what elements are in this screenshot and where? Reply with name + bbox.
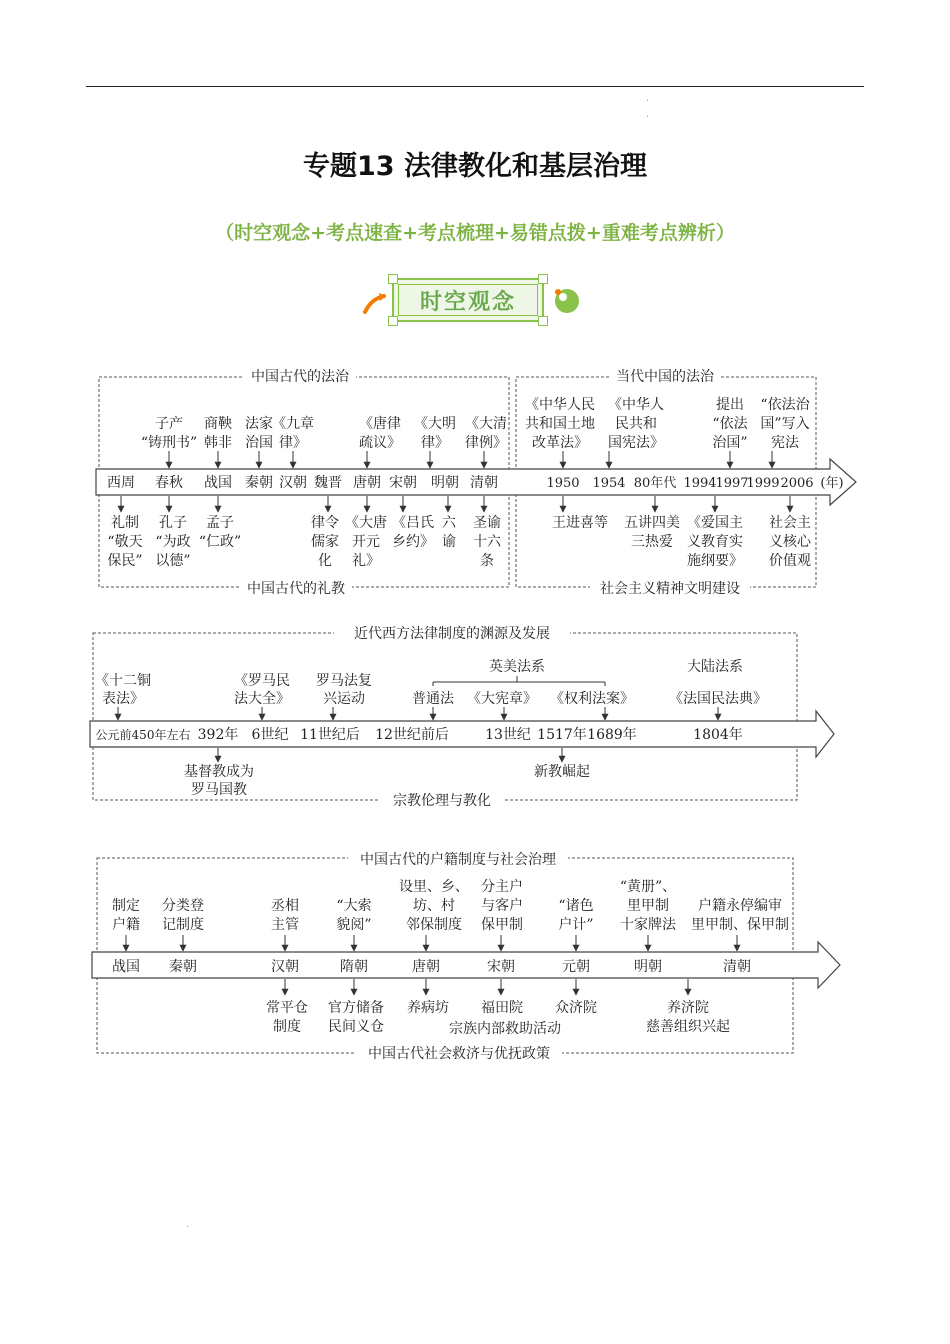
event-below — [555, 979, 597, 1016]
event-text: 《大唐 — [345, 515, 387, 531]
event-text: 新教崛起 — [534, 764, 590, 780]
event-below — [624, 496, 680, 550]
event-above — [620, 879, 677, 951]
event-text: 貌阅” — [336, 917, 372, 933]
event-text: 普通法 — [412, 691, 454, 707]
frame-label-spiritual: 社会主义精神文明建设 — [600, 581, 740, 597]
event-text: 五讲四美 — [624, 515, 680, 531]
frame-label-ancient-rites: 中国古代的礼教 — [247, 581, 345, 597]
event-text: 主管 — [271, 917, 299, 933]
event-text: 律例》 — [465, 435, 507, 451]
axis-label: 唐朝 — [412, 959, 440, 975]
event-above — [271, 897, 299, 951]
axis-label: 元朝 — [562, 959, 590, 975]
event-above — [669, 690, 767, 720]
axis-label: 西周 — [107, 475, 135, 491]
event-text: 礼制 — [111, 515, 139, 531]
event-text: “敬天 — [107, 534, 143, 550]
event-text: 共和国土地 — [525, 416, 595, 432]
event-text: 《唐律 — [359, 416, 401, 432]
event-text: 罗马法复 — [316, 673, 372, 689]
event-above — [608, 396, 664, 468]
event-text: 表法》 — [102, 691, 144, 707]
event-text: 宗族内部救助活动 — [449, 1021, 561, 1037]
event-text: “依法 — [712, 416, 748, 432]
axis-label: 清朝 — [470, 475, 498, 491]
event-text: 治国” — [712, 435, 748, 451]
event-below — [442, 496, 457, 550]
axis-label: 秦朝 — [169, 959, 197, 975]
event-text: 《权利法案》 — [550, 691, 634, 707]
axis-label: 1517年 — [537, 727, 587, 743]
event-text: 十家牌法 — [620, 917, 676, 933]
event-text: “诸色 — [558, 898, 594, 914]
event-text: “大索 — [336, 898, 372, 914]
page-title: 专题13 法律教化和基层治理 — [303, 151, 647, 182]
event-text: 国宪法》 — [608, 435, 664, 451]
axis-label: 392年 — [197, 727, 239, 743]
event-above — [245, 415, 273, 468]
event-text: 法大全》 — [234, 691, 290, 707]
event-text: 《吕氏 — [392, 515, 434, 531]
event-below — [552, 496, 608, 531]
event-below — [345, 496, 387, 569]
event-text: 律令 — [311, 515, 339, 531]
event-above — [412, 690, 455, 720]
axis-label: 1954 — [592, 476, 626, 491]
event-above — [760, 396, 810, 468]
event-text: 圣谕 — [473, 515, 501, 531]
event-text: 王进喜等 — [552, 515, 608, 531]
event-text: 慈善组织兴起 — [646, 1019, 730, 1035]
event-text: 十六 — [473, 534, 501, 550]
event-text: 《爱国主 — [687, 515, 743, 531]
page-dot: · — [646, 96, 650, 107]
event-text: 《十二铜 — [95, 673, 151, 689]
event-text: “为政 — [155, 534, 191, 550]
axis-label: 宋朝 — [389, 475, 417, 491]
event-above — [234, 673, 290, 720]
axis-label: 宋朝 — [487, 959, 515, 975]
event-above — [359, 415, 401, 468]
event-above — [272, 415, 314, 468]
above-events — [95, 672, 767, 720]
event-text: 与客户 — [481, 898, 523, 914]
page-dot: · — [646, 112, 650, 123]
axis-label: 隋朝 — [340, 959, 368, 975]
event-below — [449, 1020, 561, 1037]
event-above — [95, 672, 151, 720]
event-above — [550, 690, 634, 720]
group-label-english: 英美法系 — [489, 659, 545, 675]
event-text: 律》 — [421, 435, 449, 451]
event-text: 民间义仓 — [328, 1019, 384, 1035]
event-text: 化 — [318, 553, 332, 569]
page-dot: · — [186, 1222, 190, 1233]
axis-label: 战国 — [204, 475, 232, 491]
above-events — [112, 879, 789, 951]
event-text: 罗马国教 — [191, 782, 247, 798]
timeline-law-education — [96, 366, 856, 598]
event-above — [141, 415, 197, 468]
event-text: 《中华人 — [608, 397, 664, 413]
event-below — [199, 496, 241, 550]
event-below — [392, 496, 434, 550]
axis-label: 春秋 — [155, 475, 183, 491]
event-text: 养济院 — [667, 1000, 709, 1016]
frame-label-modern-law: 当代中国的法治 — [616, 369, 714, 385]
event-text: 以德” — [155, 553, 191, 569]
event-above — [112, 898, 140, 951]
event-above — [316, 672, 372, 720]
axis-label: 2006 — [780, 476, 814, 491]
group-label-continental: 大陆法系 — [687, 659, 743, 675]
event-text: 《大明 — [414, 416, 456, 432]
event-text: 提出 — [716, 397, 744, 413]
axis-label: 明朝 — [634, 959, 662, 975]
axis-label: (年) — [820, 476, 844, 491]
event-above — [465, 415, 507, 468]
event-text: 乡约》 — [392, 534, 434, 550]
event-text: 坊、村 — [413, 898, 455, 914]
event-above — [481, 879, 523, 951]
event-above — [712, 396, 748, 468]
event-above — [162, 897, 204, 951]
event-text: 设里、乡、 — [399, 879, 469, 895]
event-below — [481, 979, 523, 1016]
event-text: 疏议》 — [359, 435, 401, 451]
axis-label: 1999 — [746, 476, 780, 491]
axis-label: 汉朝 — [279, 475, 307, 491]
event-text: “依法治 — [760, 397, 810, 413]
event-text: 制定 — [112, 898, 140, 914]
axis-label: 唐朝 — [353, 475, 381, 491]
timeline-household — [92, 848, 840, 1063]
event-below — [155, 496, 190, 569]
axis-label: 1994 — [683, 476, 717, 491]
event-text: 福田院 — [481, 1000, 523, 1016]
event-below — [107, 496, 142, 569]
event-text: 里甲制 — [627, 898, 669, 914]
event-text: 儒家 — [311, 534, 339, 550]
event-text: 孟子 — [206, 515, 234, 531]
axis-label: 秦朝 — [245, 475, 273, 491]
badge-label: 时空观念 — [398, 284, 538, 316]
event-text: 《大清 — [465, 416, 507, 432]
event-text: 户籍永停编审 — [698, 898, 782, 914]
event-above — [414, 415, 456, 468]
event-text: 保民” — [107, 553, 143, 569]
event-text: 宪法 — [771, 435, 799, 451]
event-below — [473, 496, 502, 569]
event-text: 丞相 — [271, 898, 299, 914]
below-events — [266, 979, 730, 1037]
event-below — [184, 748, 254, 798]
event-text: 《中华人民 — [525, 397, 595, 413]
event-text: 分类登 — [162, 898, 204, 914]
page-subtitle: （时空观念+考点速查+考点梳理+易错点拨+重难考点辨析） — [215, 222, 735, 244]
below-events — [107, 496, 812, 569]
event-text: 谕 — [442, 534, 456, 550]
event-text: 邻保制度 — [406, 917, 462, 933]
axis-label: 1997 — [715, 476, 749, 491]
event-text: 保甲制 — [481, 917, 523, 933]
event-text: 六 — [442, 515, 456, 531]
event-text: 民共和 — [615, 416, 657, 432]
event-text: 礼》 — [352, 553, 380, 569]
event-text: 治国 — [245, 435, 273, 451]
event-below — [769, 496, 812, 569]
timeline-western-law — [90, 622, 834, 810]
event-text: 韩非 — [204, 435, 232, 451]
frame-label-western-law: 近代西方法律制度的渊源及发展 — [354, 626, 550, 642]
event-text: 条 — [480, 553, 494, 569]
event-text: 义核心 — [769, 534, 811, 550]
axis-label: 12世纪前后 — [375, 727, 449, 743]
event-text: 开元 — [352, 534, 380, 550]
axis-label: 清朝 — [723, 959, 751, 975]
event-text: 价值观 — [769, 553, 811, 569]
frame-label-relief: 中国古代社会救济与优抚政策 — [368, 1046, 550, 1062]
event-text: 分主户 — [481, 879, 523, 895]
axis-label: 魏晋 — [314, 475, 342, 491]
event-text: 国”写入 — [760, 416, 810, 432]
axis-label: 1804年 — [693, 727, 743, 743]
event-text: 户籍 — [112, 917, 140, 933]
event-text: 商鞅 — [204, 416, 232, 432]
event-below — [687, 496, 743, 569]
axis-label: 战国 — [112, 959, 140, 975]
frame-label-ancient-law: 中国古代的法治 — [251, 369, 349, 385]
event-text: 众济院 — [555, 1000, 597, 1016]
event-text: 《大宪章》 — [467, 691, 537, 707]
event-text: 里甲制、保甲制 — [691, 917, 789, 933]
axis-label: 1689年 — [587, 727, 637, 743]
event-text: “黄册”、 — [619, 879, 677, 895]
event-text: 《九章 — [272, 416, 314, 432]
event-below — [646, 979, 730, 1035]
event-text: 法家 — [245, 416, 273, 432]
event-text: 《罗马民 — [234, 673, 290, 689]
axis-label: 明朝 — [431, 475, 459, 491]
frame-label-household: 中国古代的户籍制度与社会治理 — [360, 852, 556, 868]
event-above — [399, 879, 469, 951]
event-text: 记制度 — [162, 917, 204, 933]
event-above — [336, 897, 371, 951]
event-text: 三热爱 — [631, 534, 673, 550]
event-text: “铸刑书” — [140, 435, 198, 451]
event-text: 《法国民法典》 — [669, 691, 767, 707]
event-text: 常平仓 — [266, 1000, 308, 1016]
event-text: 子产 — [155, 416, 183, 432]
frame-label-religion: 宗教伦理与教化 — [393, 793, 491, 809]
axis-label: 80年代 — [633, 476, 677, 491]
event-below — [266, 979, 308, 1035]
event-text: 基督教成为 — [184, 764, 254, 780]
event-text: 施纲要》 — [687, 553, 743, 569]
event-text: 官方储备 — [328, 1000, 384, 1016]
event-text: 养病坊 — [407, 1000, 449, 1016]
event-text: 制度 — [273, 1019, 301, 1035]
axis-label: 汉朝 — [271, 959, 299, 975]
event-above — [525, 396, 595, 468]
event-below — [311, 496, 339, 569]
event-text: 社会主 — [769, 515, 811, 531]
event-below — [407, 979, 449, 1016]
event-text: 户计” — [558, 917, 594, 933]
event-text: 兴运动 — [323, 691, 365, 707]
event-above — [691, 897, 789, 951]
event-below — [328, 979, 384, 1035]
event-above — [204, 415, 232, 468]
axis-label: 11世纪后 — [300, 727, 360, 743]
above-events — [141, 396, 811, 468]
event-above — [467, 690, 537, 720]
event-text: 义教育实 — [687, 534, 743, 550]
axis-label: 公元前450年左右 — [95, 728, 191, 742]
event-above — [558, 897, 593, 951]
event-below — [534, 748, 590, 780]
event-text: 改革法》 — [532, 435, 588, 451]
axis-labels — [107, 474, 844, 491]
axis-label: 6世纪 — [251, 727, 289, 743]
event-text: “仁政” — [198, 534, 242, 550]
event-text: 孔子 — [159, 515, 187, 531]
axis-label: 1950 — [546, 476, 580, 491]
event-text: 律》 — [279, 435, 307, 451]
axis-label: 13世纪 — [485, 727, 531, 743]
